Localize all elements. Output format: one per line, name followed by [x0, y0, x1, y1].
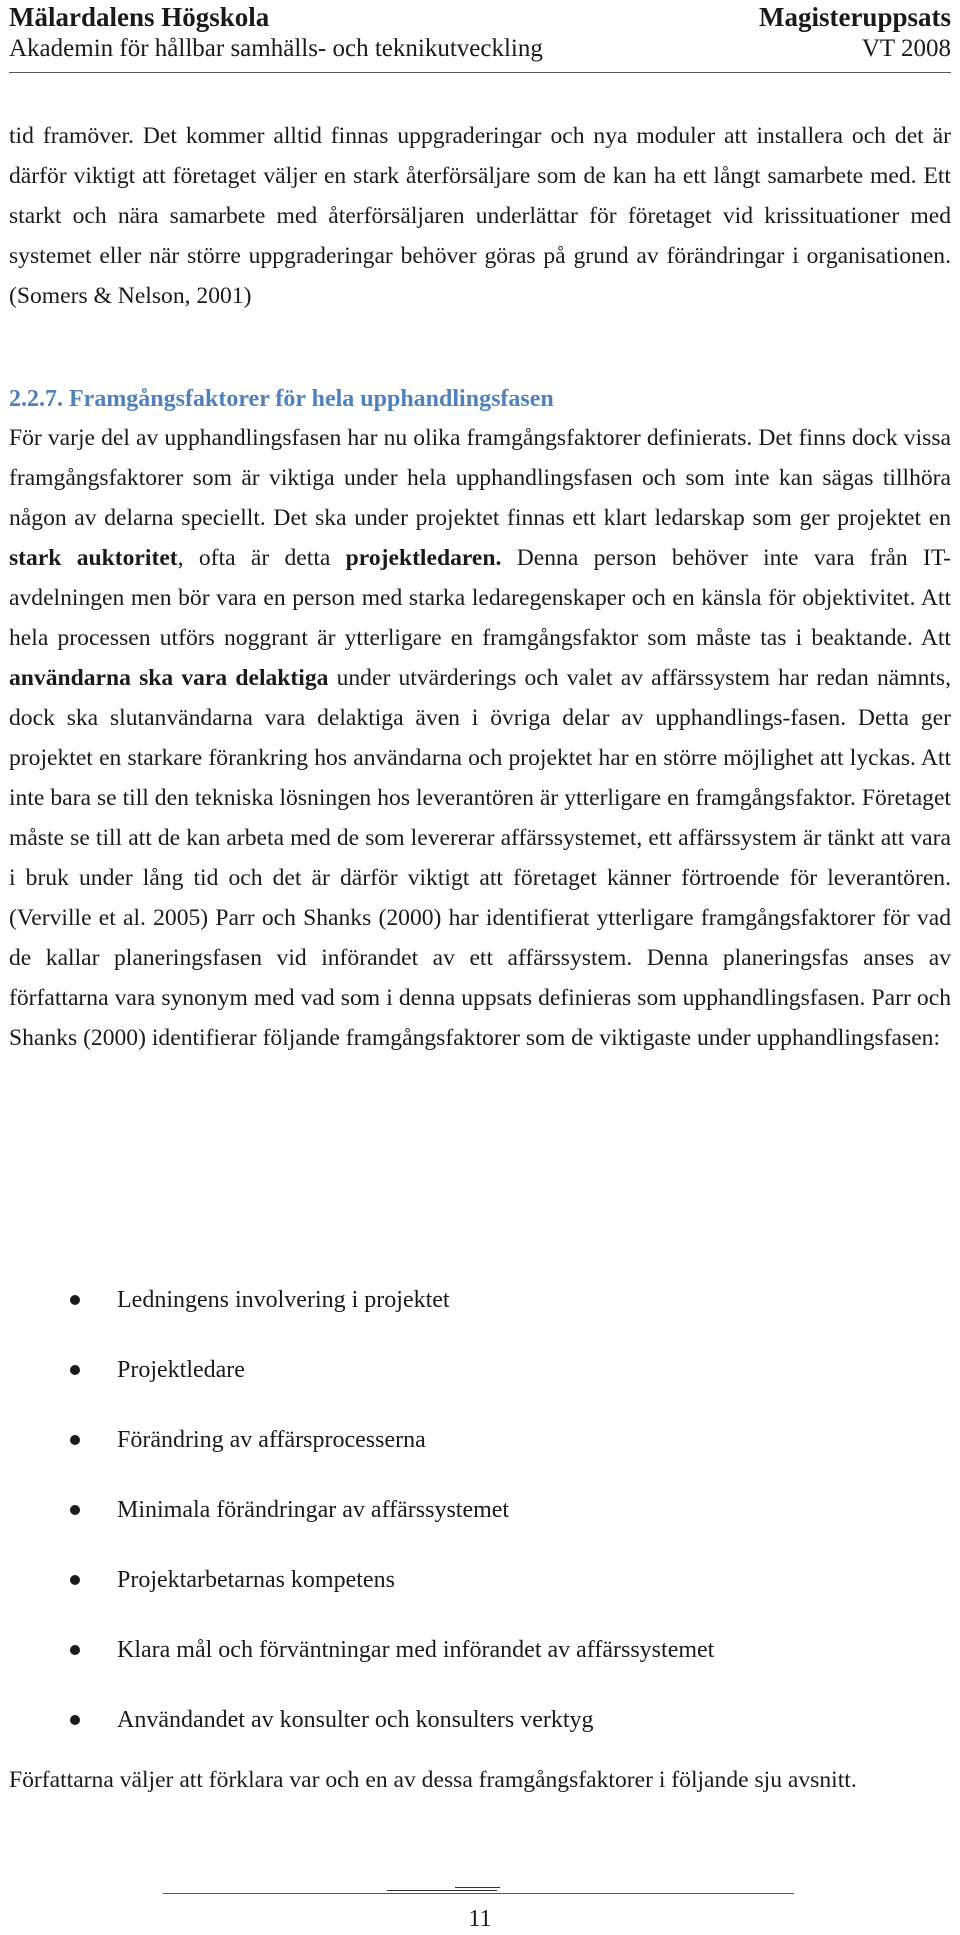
- header-divider: [9, 72, 951, 73]
- list-item: [70, 1630, 930, 1700]
- list-item-label: Projektarbetarnas kompetens: [117, 1567, 395, 1593]
- list-item: [70, 1280, 930, 1350]
- list-item-label: Användandet av konsulter och konsulters verktyg: [117, 1707, 594, 1733]
- bullet-icon: [70, 1295, 80, 1305]
- bullet-icon: [70, 1715, 80, 1725]
- paragraph-2-text-3: Denna person behöver inte vara från IT-avdelningen men bör vara en person med starka ledaregenskaper och en känsla för objektivitet. Att hela processen utförs noggrant är ytterligare en framgångsfaktor som måste tas i beaktande. Att: [9, 545, 951, 651]
- bullet-icon: [70, 1575, 80, 1585]
- list-item: [70, 1560, 930, 1630]
- bullet-icon: [70, 1435, 80, 1445]
- bullet-icon: [70, 1505, 80, 1515]
- list-item: [70, 1420, 930, 1490]
- bullet-icon: [70, 1645, 80, 1655]
- section-heading: [9, 383, 554, 415]
- paragraph-2-text-2: , ofta är detta: [177, 545, 346, 571]
- paragraph-2: [9, 418, 951, 1058]
- list-item-label: Projektledare: [117, 1357, 245, 1383]
- page-number: 11: [468, 1906, 492, 1932]
- page-header: [9, 0, 951, 74]
- paragraph-1-block: [9, 116, 951, 316]
- list-item-label: Förändring av affärsprocesserna: [117, 1427, 426, 1453]
- paragraph-3: Författarna väljer att förklara var och en av dessa framgångsfaktorer i följande sju avsnitt.: [9, 1767, 857, 1793]
- footer-divider: [163, 1893, 794, 1894]
- list-item: [70, 1490, 930, 1560]
- paragraph-2-block: [9, 418, 951, 1058]
- header-doc-type: Magisteruppsats: [758, 2, 951, 32]
- emphasis-projektledaren: projektledaren.: [345, 545, 502, 571]
- paragraph-2-text-4: under utvärderings och valet av affärssystem har redan nämnts, dock ska slutanvändarna vara delaktiga även i övriga delar av upphandlings-fasen. Detta ger projektet en starkare förankring hos användarna och projektet har en större möjlighet att lyckas. Att inte bara se till den tekniska lösningen hos leverantören är ytterligare en framgångsfaktor. Företaget måste se till att de kan arbeta med de som levererar affärssystemet, ett affärssystem är tänkt att vara i bruk under lång tid och det är därför viktigt att företaget känner förtroende för leverantören. (Verville et al. 2005) Parr och Shanks (2000) har identifierat ytterligare framgångsfaktorer för vad de kallar planeringsfasen vid införandet av ett affärssystem. Denna planeringsfas anses av författarna vara synonym med vad som i denna uppsats definieras som upphandlingsfasen. Parr och Shanks (2000) identifierar följande framgångsfaktorer som de viktigaste under upphandlingsfasen:: [9, 665, 951, 1051]
- list-item-label: Ledningens involvering i projektet: [117, 1287, 450, 1313]
- paragraph-1: tid framöver. Det kommer alltid finnas uppgraderingar och nya moduler att installera och det är därför viktigt att företaget väljer en stark återförsäljare som de kan ha ett långt samarbete med. Ett starkt och nära samarbete med återförsäljaren underlättar för företaget vid krissituationer med systemet eller när större uppgraderingar behöver göras på grund av förändringar i organisationen. (Somers & Nelson, 2001): [9, 123, 951, 309]
- list-item-label: Minimala förändringar av affärssystemet: [117, 1497, 510, 1523]
- section-number: 2.2.7.: [9, 386, 63, 412]
- success-factors-list: [70, 1280, 930, 1770]
- list-item: [70, 1350, 930, 1420]
- paragraph-3-block: [9, 1760, 951, 1800]
- paragraph-2-text-1: För varje del av upphandlingsfasen har nu olika framgångsfaktorer definierats. Det finns dock vissa framgångsfaktorer som är viktiga under hela upphandlingsfasen och som inte kan sägas tillhöra någon av delarna speciellt. Det ska under projektet finnas ett klart ledarskap som ger projektet en: [9, 425, 951, 531]
- footer-decoration: [387, 1890, 497, 1891]
- section-title: Framgångsfaktorer för hela upphandlingsfasen: [69, 386, 554, 412]
- footer-decoration: [455, 1887, 500, 1888]
- header-academy: Akademin för hållbar samhälls- och teknikutveckling: [9, 35, 543, 62]
- bullet-icon: [70, 1365, 80, 1375]
- emphasis-stark-auktoritet: stark auktoritet: [9, 545, 178, 571]
- header-school: Mälardalens Högskola: [9, 2, 270, 32]
- list-item-label: Klara mål och förväntningar med införandet av affärssystemet: [117, 1637, 715, 1663]
- emphasis-anvandarna-delaktiga: användarna ska vara delaktiga: [9, 665, 329, 691]
- header-term: VT 2008: [861, 35, 951, 62]
